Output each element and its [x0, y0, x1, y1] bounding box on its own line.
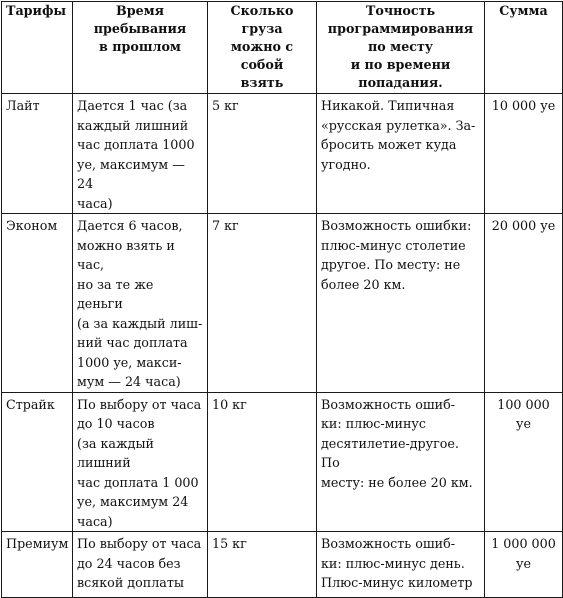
- time-cell: По выбору от часа до 10 часов (за каждый лишний час доплата 1 000 уе, максимум 24 часа): [73, 392, 208, 532]
- sum-cell: 1 000 000 уе: [485, 532, 563, 598]
- sum-cell: 10 000 уе: [485, 94, 563, 214]
- table-row: [2, 214, 563, 393]
- accuracy-cell: Возможность ошиб- ки: плюс-минус десятилетие-другое. По месту: не более 20 км.: [317, 392, 485, 532]
- header-time: Время пребывания в прошлом: [73, 2, 208, 94]
- cargo-cell: 5 кг: [208, 94, 317, 214]
- cargo-cell: 7 кг: [208, 214, 317, 393]
- header-sum: Сумма: [485, 2, 563, 94]
- table-row: [2, 532, 563, 598]
- cargo-cell: 15 кг: [208, 532, 317, 598]
- tariff-name: Страйк: [2, 392, 73, 532]
- tariff-name: Премиум: [2, 532, 73, 598]
- header-accuracy: Точность программирования по месту и по времени попадания.: [317, 2, 485, 94]
- table-row: [2, 94, 563, 214]
- accuracy-cell: Никакой. Типичная «русская рулетка». За- бросить может куда угодно.: [317, 94, 485, 214]
- time-cell: Дается 1 час (за каждый лишний час доплата 1000 уе, максимум — 24 часа): [73, 94, 208, 214]
- tariffs-table: [1, 1, 563, 598]
- cargo-cell: 10 кг: [208, 392, 317, 532]
- table-header-row: [2, 2, 563, 94]
- accuracy-cell: Возможность ошибки: плюс-минус столетие другое. По месту: не более 20 км.: [317, 214, 485, 393]
- header-cargo: Сколько груза можно с собой взять: [208, 2, 317, 94]
- table-row: [2, 392, 563, 532]
- sum-cell: 20 000 уе: [485, 214, 563, 393]
- time-cell: По выбору от часа до 24 часов без всякой доплаты: [73, 532, 208, 598]
- tariff-name: Эконом: [2, 214, 73, 393]
- time-cell: Дается 6 часов, можно взять и час, но за те же деньги (а за каждый лиш- ний час доплата 1000 уе, макси- мум — 24 часа): [73, 214, 208, 393]
- accuracy-cell: Возможность ошиб- ки: плюс-минус день. Плюс-минус километр: [317, 532, 485, 598]
- sum-cell: 100 000 уе: [485, 392, 563, 532]
- tariff-name: Лайт: [2, 94, 73, 214]
- header-tariffs: Тарифы: [2, 2, 73, 94]
